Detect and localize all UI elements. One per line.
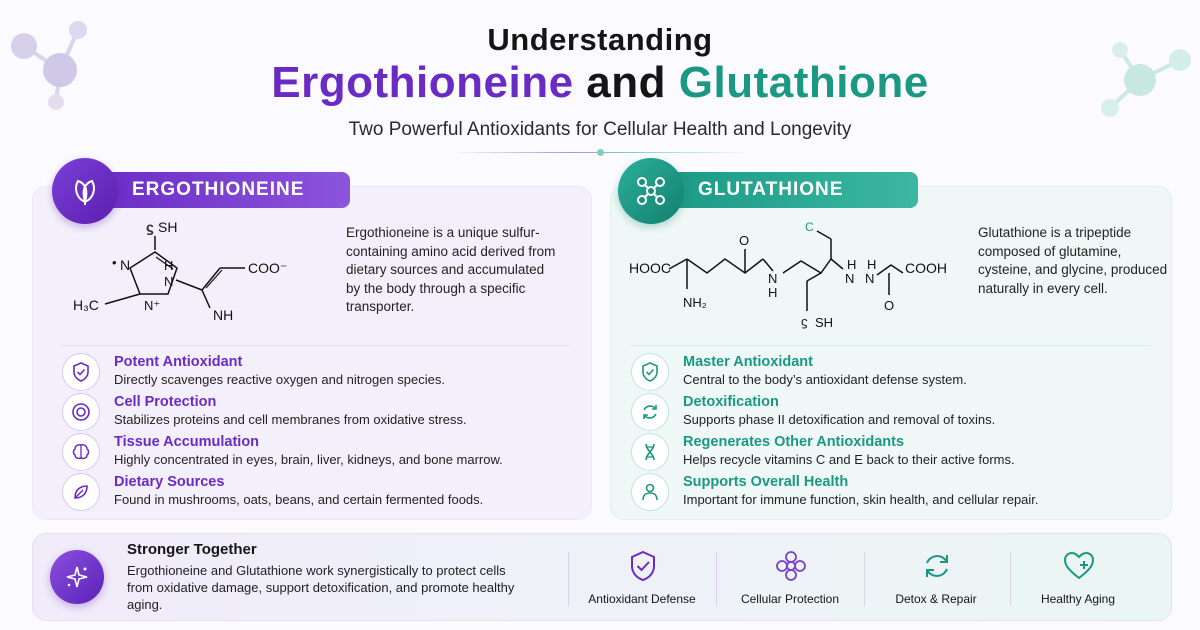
ergothioneine-structure — [60, 210, 340, 335]
subtitle: Two Powerful Antioxidants for Cellular Health and Longevity — [348, 119, 852, 140]
feature-title: Potent Antioxidant — [114, 354, 243, 370]
glutathione-badge-icon — [618, 158, 684, 224]
ergothioneine-feature — [62, 433, 582, 473]
glu-cooh: COOH — [905, 260, 947, 276]
feature-title: Cell Protection — [114, 394, 217, 410]
glu-hooc: HOOC — [629, 260, 671, 276]
benefit-label: Healthy Aging — [1040, 592, 1116, 606]
erg-h: H — [164, 258, 174, 273]
feature-text: Supports phase II detoxification and removal of toxins. — [683, 412, 996, 427]
flower-cell-icon — [774, 549, 808, 583]
cell-icon — [62, 393, 100, 431]
glu-c: C — [805, 220, 814, 234]
erg-n-plus: N⁺ — [144, 298, 161, 313]
feature-title: Dietary Sources — [114, 474, 225, 490]
glutathione-label: GLUTATHIONE — [656, 172, 918, 208]
brain-icon — [62, 433, 100, 471]
glutathione-feature — [631, 353, 1161, 393]
ergothioneine-badge-icon — [52, 158, 118, 224]
benefit-item — [572, 545, 712, 611]
ergothioneine-separator — [60, 345, 570, 346]
divider — [716, 552, 717, 606]
ergothioneine-feature — [62, 393, 582, 433]
svg-text:•: • — [112, 255, 117, 270]
feature-title: Tissue Accumulation — [114, 434, 260, 450]
title-glutathione: Glutathione — [678, 58, 929, 107]
glu-o2: O — [884, 298, 895, 313]
stronger-together-text: Ergothioneine and Glutathione work synergistically to protect cells from oxidative damage, support detoxification, and promote healthy aging. — [127, 563, 515, 612]
ergothioneine-feature — [62, 353, 582, 393]
refresh-icon — [920, 549, 954, 583]
feature-text: Helps recycle vitamins C and E back to their active forms. — [683, 452, 1015, 467]
leaf-icon — [62, 473, 100, 511]
glu-n3: N — [865, 271, 875, 286]
erg-n-right: N — [164, 274, 174, 289]
shield-check-icon — [631, 353, 669, 391]
stronger-together-title: Stronger Together — [127, 541, 257, 558]
feature-title: Regenerates Other Antioxidants — [683, 434, 905, 450]
title-and: and — [586, 58, 667, 107]
glu-sh: SH — [815, 315, 834, 330]
ergothioneine-feature — [62, 473, 582, 513]
glu-n1: N — [768, 271, 778, 286]
shield-check-icon — [626, 549, 660, 583]
benefit-label: Detox & Repair — [895, 592, 977, 606]
person-icon — [631, 473, 669, 511]
svg-text:ϛ: ϛ — [801, 314, 808, 329]
glu-h2: H — [847, 257, 857, 272]
dna-icon — [631, 433, 669, 471]
glu-o1: O — [739, 233, 750, 248]
erg-sh-label: SH — [158, 219, 178, 235]
benefit-label: Antioxidant Defense — [588, 592, 696, 606]
glu-h1: H — [768, 285, 778, 300]
erg-n-left: N — [120, 257, 131, 273]
divider — [864, 552, 865, 606]
glutathione-feature — [631, 473, 1161, 513]
glu-n2: N — [845, 271, 855, 286]
main-title — [0, 58, 1200, 108]
divider — [568, 552, 569, 606]
erg-nh: NH — [213, 307, 234, 323]
benefit-item — [866, 545, 1006, 611]
feature-title: Detoxification — [683, 394, 779, 410]
molecule-icon — [634, 174, 668, 208]
benefit-label: Cellular Protection — [740, 592, 840, 606]
header-divider-dot — [597, 149, 604, 156]
feature-text: Important for immune function, skin health, and cellular repair. — [683, 492, 1039, 507]
feature-text: Directly scavenges reactive oxygen and nitrogen species. — [114, 372, 445, 387]
recycle-icon — [631, 393, 669, 431]
erg-coo: COO⁻ — [248, 260, 288, 276]
feature-text: Central to the body’s antioxidant defense system. — [683, 372, 967, 387]
feature-text: Found in mushrooms, oats, beans, and certain fermented foods. — [114, 492, 484, 507]
ergothioneine-description: Ergothioneine is a unique sulfur-containing amino acid derived from dietary sources and accumulated by the body through a specific transporter. — [346, 225, 556, 314]
benefit-item — [720, 545, 860, 611]
glutathione-separator — [630, 345, 1150, 346]
feature-title: Supports Overall Health — [683, 474, 849, 490]
title-ergothioneine: Ergothioneine — [271, 58, 574, 107]
shield-icon — [62, 353, 100, 391]
feature-text: Stabilizes proteins and cell membranes from oxidative stress. — [114, 412, 467, 427]
benefit-item — [1008, 545, 1148, 611]
title-line-1: Understanding — [487, 22, 713, 57]
svg-text:ϛ: ϛ — [146, 219, 154, 235]
glutathione-description: Glutathione is a tripeptide composed of glutamine, cysteine, and glycine, produced naturally in every cell. — [978, 225, 1168, 296]
heart-pulse-icon — [1062, 549, 1096, 583]
erg-h3c: H₃C — [73, 297, 99, 313]
leaf-icon — [68, 174, 102, 208]
glu-h3: H — [867, 257, 877, 272]
feature-text: Highly concentrated in eyes, brain, liver, kidneys, and bone marrow. — [114, 452, 503, 467]
glutathione-feature — [631, 393, 1161, 433]
glutathione-feature — [631, 433, 1161, 473]
sparkle-icon — [50, 550, 104, 604]
glu-nh2: NH₂ — [683, 295, 707, 310]
glutathione-structure — [625, 215, 965, 335]
ergothioneine-label: ERGOTHIONEINE — [90, 172, 350, 208]
feature-title: Master Antioxidant — [683, 354, 813, 370]
